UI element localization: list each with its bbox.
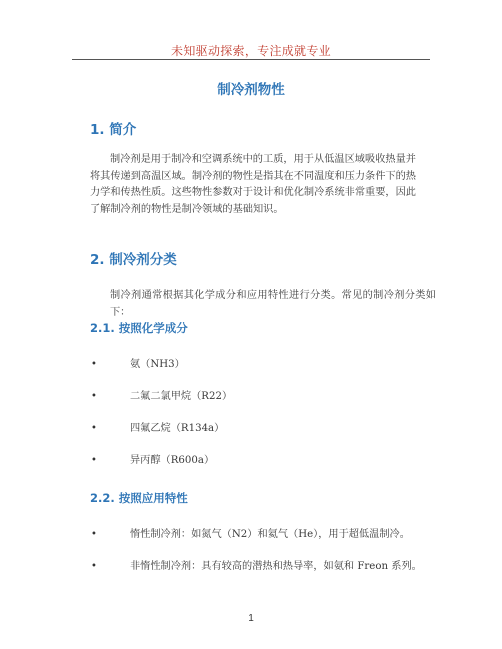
page-header: 未知驱动探索，专注成就专业 <box>171 44 331 58</box>
subsection-heading-chemical: 2.1. 按照化学成分 <box>90 321 188 335</box>
section-heading-intro: 1. 简介 <box>90 122 137 138</box>
page-number: 1 <box>248 613 254 624</box>
section-heading-classification: 2. 制冷剂分类 <box>90 252 177 268</box>
bullet-icon: • <box>91 359 97 370</box>
bullet-icon: • <box>91 423 97 434</box>
subsection-heading-application: 2.2. 按照应用特性 <box>90 491 188 505</box>
intro-paragraph: 制冷剂是用于制冷和空调系统中的工质，用于从低温区域吸收热量并将其传递到高温区域。制冷剂的物性是指其在不同温度和压力条件下的热力学和传热性质。这些物性参数对于设计和优化制冷系统非常重要，因此了解制冷剂的物性是制冷领域的基础知识。 <box>90 154 416 215</box>
bullet-icon: • <box>91 455 97 466</box>
document-title: 制冷剂物性 <box>217 82 285 98</box>
document-page: 未知驱动探索，专注成就专业 制冷剂物性 1. 简介 制冷剂是用于制冷和空调系统中的工质，用于从低温区域吸收热量并将其传递到高温区域。制冷剂的物性是指其在不同温度和压力条件下的热力学和传热性质。这些物性参数对于设计和优化制冷系统非常重要，因此了解制冷剂的物性是制冷领域的基础知识。 2. 制冷剂分类 制冷剂通常根据其化学成分和应用特性进行分类。常见的制冷剂分类如下： 2.1. 按照化学成分 • 氨（NH3） • 二氟二氯甲烷（R22） • 四氟乙烷（R134a） • 异丙醇（R600a） 2.2. 按照应用特性 • 惰性制冷剂：如氮气（N2）和氦气（He），用于超低温制冷。 • 非惰性制冷剂：具有较高的潜热和热导率，如氨和 Freon 系列。 1 <box>0 0 502 649</box>
header-divider <box>72 59 430 60</box>
bullet-icon: • <box>91 391 97 402</box>
bullet-icon: • <box>91 561 97 572</box>
bullet-icon: • <box>91 529 97 540</box>
classification-paragraph: 制冷剂通常根据其化学成分和应用特性进行分类。常见的制冷剂分类如下： <box>110 290 436 318</box>
